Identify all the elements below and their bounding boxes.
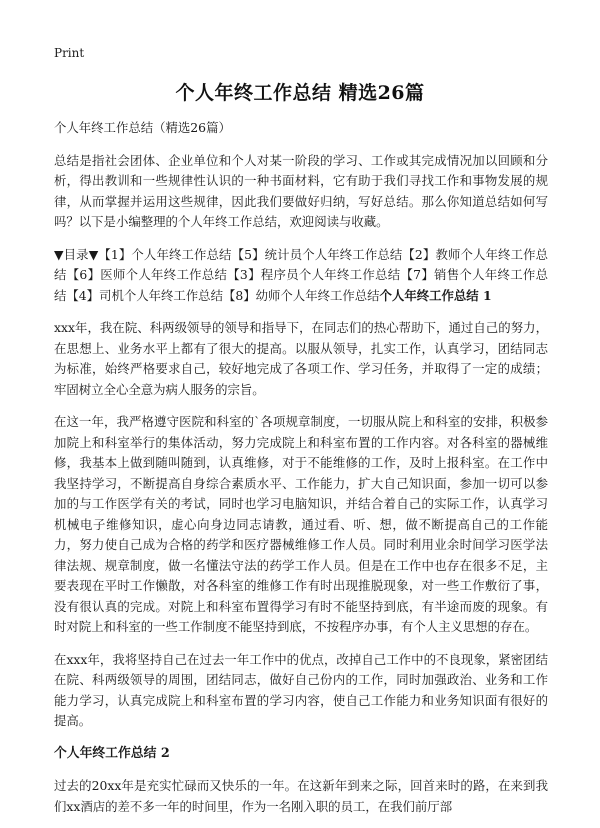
intro-paragraph: 总结是指社会团体、企业单位和个人对某一阶段的学习、工作或其完成情况加以回顾和分析，得出教训和一些规律性认识的一种书面材料，它有助于我们寻找工作和事物发展的规律，从而掌握并运用这些规律，因此我们要做好归纳，写好总结。那么你知道总结如何写吗？以下是小编整理的个人年终工作总结，欢迎阅读与收藏。 bbox=[54, 152, 548, 229]
section-heading-2: 个人年终工作总结 2 bbox=[54, 745, 170, 761]
section1-paragraph-2: 在这一年，我严格遵守医院和科室的`各项规章制度，一切服从院上和科室的安排，积极参加院上和科室举行的集体活动，努力完成院上和科室布置的工作内容。对各科室的器械维修，我基本上做到随叫随到，认真维修，对于不能维修的工作，及时上报科室。在工作中我坚持学习，不断提高自身综合素质水平、工作能力，扩大自己知识面，参加一切可以参加的与工作医学有关的考试，同时也学习电脑知识，并结合着自己的实际工作，认真学习机械电子维修知识，虚心向身边同志请教，通过看、听、想，做不断提高自己的工作能力，努力使自己成为合格的药学和医疗器械维修工作人员。同时利用业余时间学习医学法律法规、规章制度，做一名懂法守法的药学工作人员。但是在工作中也存在很多不足，主要表现在平时工作懒散，对各科室的维修工作有时出现推脱现象，对一些工作敷衍了事，没有很认真的完成。对院上和科室布置得学习有时不能坚持到底，有半途而废的现象。有时对院上和科室的一些工作制度不能坚持到底，不按程序办事，有个人主义思想的存在。 bbox=[54, 414, 548, 634]
section1-paragraph-3: 在xxx年，我将坚持自己在过去一年工作中的优点，改掉自己工作中的不良现象，紧密团结在院、科两级领导的周围，团结同志，做好自己份内的工作，同时加强政治、业务和工作能力学习，认真完成院上和科室布置的学习内容，使自己工作能力和业务知识面有很好的提高。 bbox=[54, 651, 548, 728]
toc-item-5[interactable]: 【5】统计员个人年终工作总结 bbox=[231, 246, 403, 262]
section-heading-1: 个人年终工作总结 1 bbox=[379, 287, 492, 303]
section2-paragraph-1: 过去的20xx年是充实忙碌而又快乐的一年。在这新年到来之际，回首来时的路，在来到我们xx酒店的差不多一年的时间里，作为一名刚入职的员工，在我们前厅部 bbox=[54, 778, 548, 814]
table-of-contents bbox=[54, 245, 548, 307]
toc-item-2[interactable]: 【2】教师个人年终工作总结 bbox=[54, 246, 549, 282]
section1-paragraph-1: xxx年，我在院、科两级领导的领导和指导下，在同志们的热心帮助下，通过自己的努力，在思想上、业务水平上都有了很大的提高。以服从领导，扎实工作，认真学习，团结同志为标准，始终严格要求自己，较好地完成了各项工作、学习任务，并取得了一定的成绩；牢固树立全心全意为病人服务的宗旨。 bbox=[54, 320, 548, 397]
article-body bbox=[54, 118, 548, 828]
page-title: 个人年终工作总结 精选26篇 bbox=[175, 82, 425, 104]
toc-item-8[interactable]: 【8】幼师个人年终工作总结 bbox=[222, 287, 380, 303]
toc-item-3[interactable]: 【3】程序员个人年终工作总结 bbox=[227, 267, 401, 282]
toc-item-7[interactable]: 【7】销售个人年终工作总结 bbox=[54, 267, 548, 303]
toc-prefix: ▼目录▼ bbox=[54, 246, 99, 262]
print-link[interactable]: Print bbox=[54, 46, 85, 60]
toc-item-4[interactable]: 【4】司机个人年终工作总结 bbox=[66, 287, 223, 303]
toc-item-1[interactable]: 【1】个人年终工作总结 bbox=[98, 246, 232, 262]
toc-item-6[interactable]: 【6】医师个人年终工作总结 bbox=[66, 267, 228, 282]
article-subtitle: 个人年终工作总结（精选26篇） bbox=[54, 120, 231, 135]
